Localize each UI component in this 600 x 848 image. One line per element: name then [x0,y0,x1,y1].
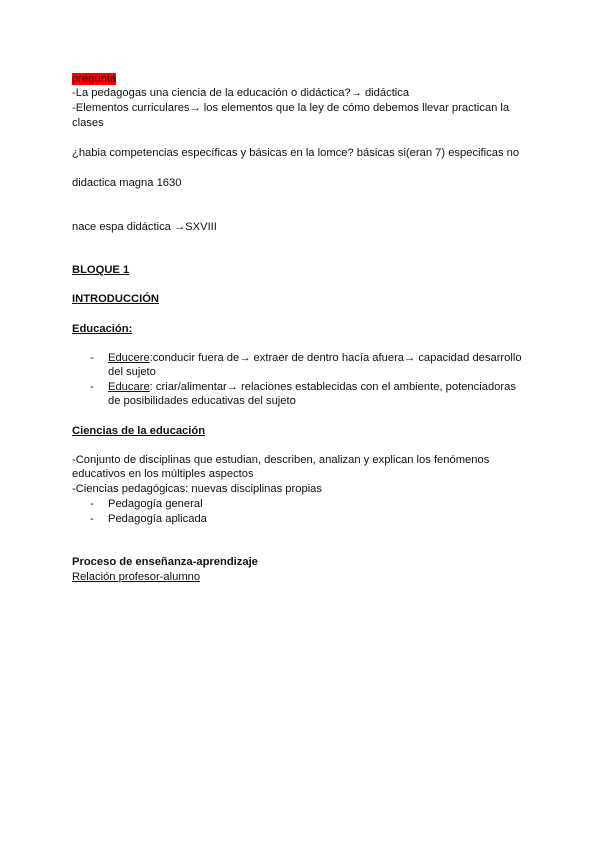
bullet-dash: - [90,498,94,510]
bullet-dash: - [90,381,94,393]
bullet-dash: - [90,513,94,525]
note-elementos-line1: -Elementos curriculares→ los elementos que la ley de cómo debemos llevar practican la [72,102,510,114]
bloque-title: BLOQUE 1 [72,264,130,276]
ciencias-item-aplicada: Pedagogía aplicada [108,513,207,525]
note-didactica-magna: didactica magna 1630 [72,177,182,189]
educare-definition-cont: de posibilidades educativas del sujeto [108,395,296,407]
educacion-item-educare [108,380,516,395]
educere-definition-cont: del sujeto [108,366,156,378]
pregunta-highlight: pregunta [72,73,117,85]
note-competencias: ¿habia competencias específicas y básicas en la lomce? básicas si(eran 7) especificas no [72,147,520,159]
term-educere: Educere [108,352,150,364]
ciencias-line3: -Ciencias pedagógicas: nuevas disciplinas propias [72,483,322,495]
proceso-relacion: Relación profesor-alumno [72,571,201,583]
bullet-dash: - [90,352,94,364]
note-nace: nace espa didáctica →SXVIII [72,221,217,233]
proceso-heading: Proceso de enseñanza-aprendizaje [72,556,258,568]
bloque-subtitle: INTRODUCCIÓN [72,293,160,305]
ciencias-line1: -Conjunto de disciplinas que estudian, describen, analizan y explican los fenómenos [72,454,490,466]
educere-definition: :conducir fuera de→ extraer de dentro hacía afuera→ capacidad desarrollo [149,352,522,364]
term-educare: Educare [108,381,150,393]
note-pedagogia: -La pedagogas una ciencia de la educación o didáctica?→ didáctica [72,87,410,99]
ciencias-line2: educativos en los múltiples aspectos [72,468,254,480]
pregunta-label [72,72,116,87]
note-elementos-line2: clases [72,117,104,129]
educacion-item-educere [108,351,522,366]
ciencias-item-general: Pedagogía general [108,498,203,510]
educacion-heading: Educación: [72,323,133,335]
ciencias-heading: Ciencias de la educación [72,425,206,437]
educare-definition: : criar/alimentar→ relaciones establecidas con el ambiente, potenciadoras [149,381,516,393]
